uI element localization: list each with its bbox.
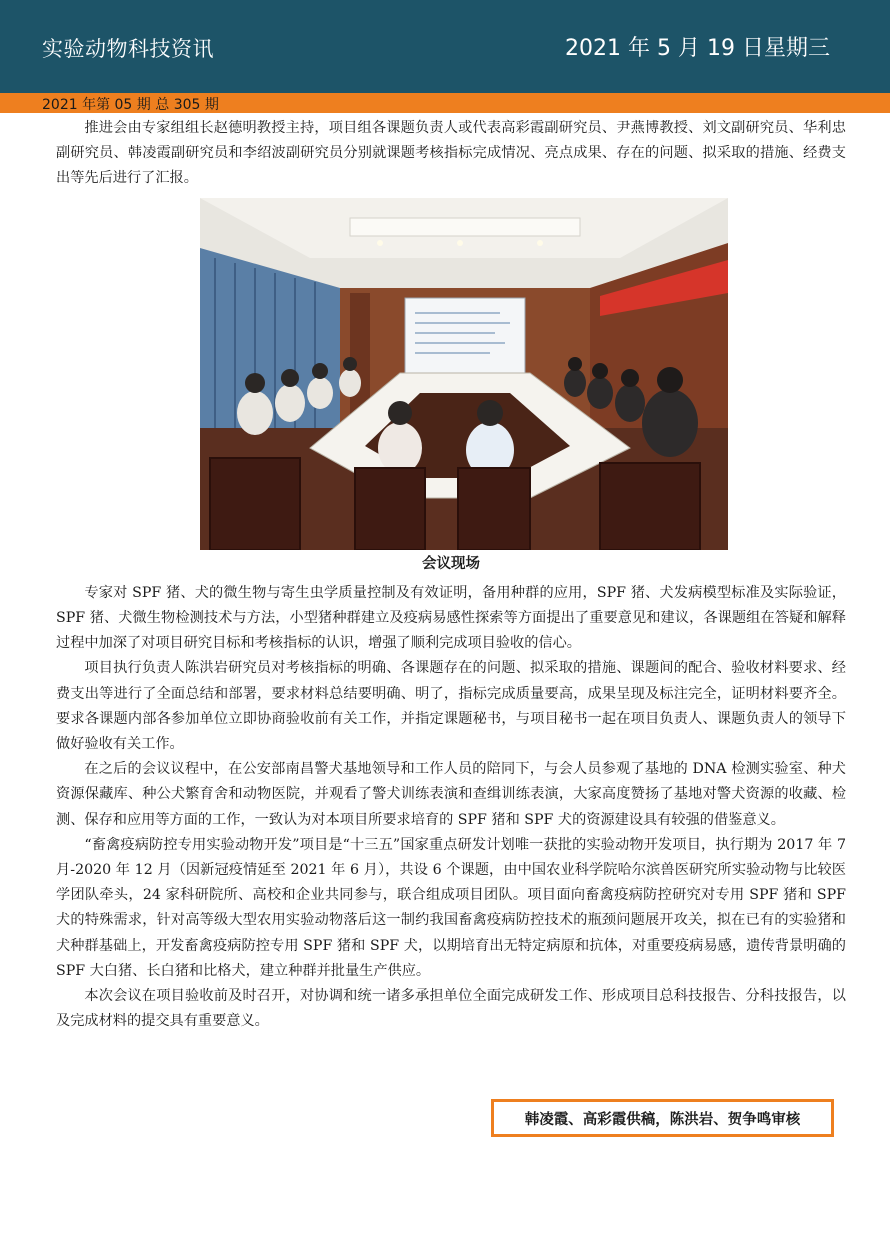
body-paragraph: 项目执行负责人陈洪岩研究员对考核指标的明确、各课题存在的问题、拟采取的措施、课题间的配合、验收材料要求、经费支出等进行了全面总结和部署，要求材料总结要明确、明了，指标完成质量要高，成果呈现及标注完全，证明材料要齐全。要求各课题内部各参加单位立即协商验收前有关工作，并指定课题秘书，与项目秘书一起在项目负责人、课题负责人的领导下做好验收有关工作。 <box>56 660 846 753</box>
publication-title: 实验动物科技资讯 <box>42 37 214 61</box>
author-credit-box: 韩凌霞、高彩霞供稿，陈洪岩、贺争鸣审核 <box>491 1099 834 1137</box>
body-paragraph: 在之后的会议议程中，在公安部南昌警犬基地领导和工作人员的陪同下，与会人员参观了基地的 DNA 检测实验室、种犬资源保藏库、种公犬繁育舍和动物医院，并观看了警犬训练表演和查缉训练表演，大家高度赞扬了基地对警犬资源的收藏、检测、保存和应用等方面的工作，一致认为对本项目所要求培育的 SPF 猪和 SPF 犬的资源建设具有较强的借鉴意义。 <box>56 761 846 828</box>
page-header <box>0 0 890 93</box>
meeting-photo <box>200 198 728 550</box>
issue-bar <box>0 93 890 113</box>
intro-paragraph: 推进会由专家组组长赵德明教授主持，项目组各课题负责人或代表高彩霞副研究员、尹燕博教授、刘文副研究员、华利忠副研究员、韩凌霞副研究员和李绍波副研究员分别就课题考核指标完成情况、亮点成果、存在的问题、拟采取的措施、经费支出等先后进行了汇报。 <box>56 120 846 187</box>
article-body <box>56 116 846 1034</box>
meeting-room-illustration <box>200 198 728 550</box>
body-paragraph: 专家对 SPF 猪、犬的微生物与寄生虫学质量控制及有效证明，备用种群的应用，SPF 猪、犬发病模型标准及实际验证，SPF 猪、犬微生物检测技术与方法，小型猪种群建立及疫病易感性探索等方面提出了重要意见和建议，各课题组在答疑和解释过程中加深了对项目研究目标和考核指标的认识，增强了顺利完成项目验收的信心。 <box>56 584 846 652</box>
body-paragraph: 本次会议在项目验收前及时召开，对协调和统一诸多承担单位全面完成研发工作、形成项目总科技报告、分科技报告，以及完成材料的提交具有重要意义。 <box>56 988 846 1030</box>
photo-caption: 会议现场 <box>422 555 480 572</box>
body-paragraph: “畜禽疫病防控专用实验动物开发”项目是“十三五”国家重点研发计划唯一获批的实验动物开发项目，执行期为 2017 年 7 月-2020 年 12 月（因新冠疫情延至 2021 年 6 月），共设 6 个课题，由中国农业科学院哈尔滨兽医研究所实验动物与比较医学团队牵头，24 家科研院所、高校和企业共同参与，联合组成项目团队。项目面向畜禽疫病防控研究对专用 SPF 猪和 SPF 犬的特殊需求，针对高等级大型农用实验动物落后这一制约我国畜禽疫病防控技术的瓶颈问题展开攻关，拟在已有的实验猪和犬种群基础上，开发畜禽疫病防控专用 SPF 猪和 SPF 犬，以期培育出无特定病原和抗体，对重要疫病易感，遗传背景明确的 SPF 大白猪、长白猪和比格犬，建立种群并批量生产供应。 <box>56 836 846 979</box>
issue-date: 2021 年 5 月 19 日星期三 <box>565 36 830 61</box>
issue-number: 2021 年第 05 期 总 305 期 <box>42 97 219 113</box>
